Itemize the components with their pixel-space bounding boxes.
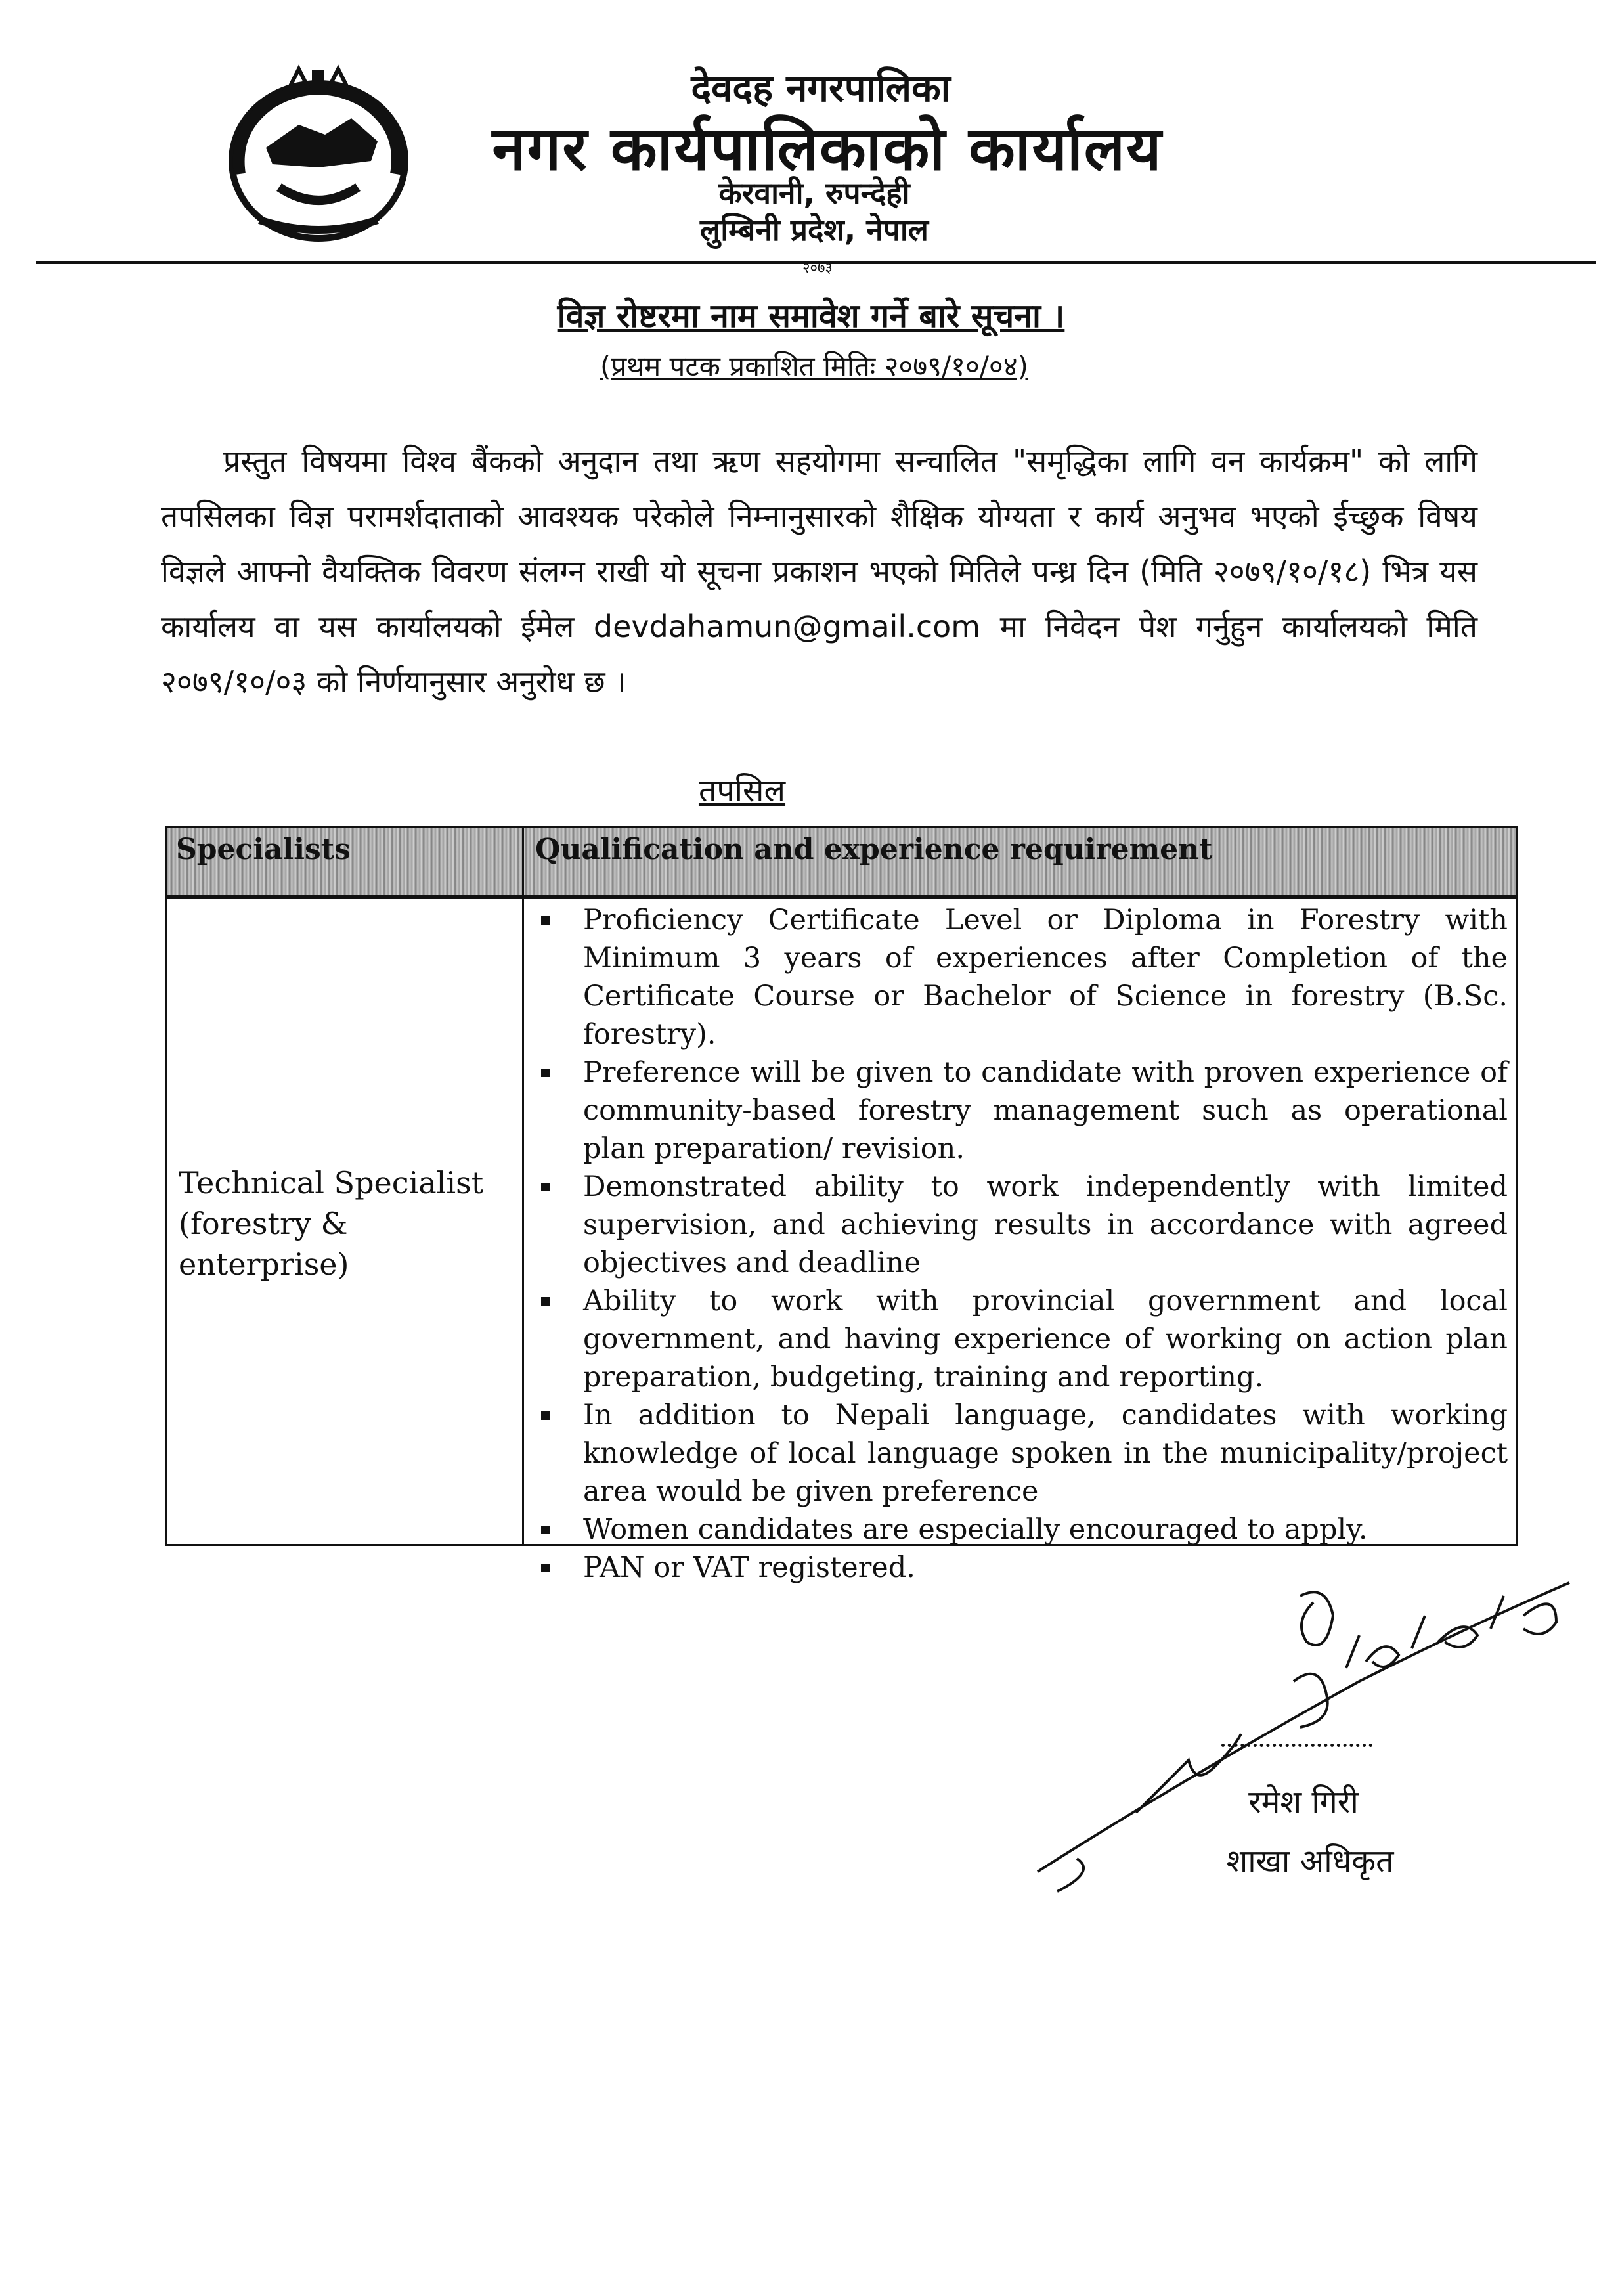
specialist-title: Technical Specialist	[179, 1165, 484, 1201]
specialist-cell	[179, 1162, 514, 1285]
column-header-specialists: Specialists	[176, 833, 351, 866]
list-item: Preference will be given to candidate with proven experience of community-based forestry management such as operational plan preparation/ revision.	[531, 1053, 1508, 1168]
list-item: Proficiency Certificate Level or Diploma in Forestry with Minimum 3 years of experiences after Completion of the Certificate Course or Bachelor of Science in forestry (B.Sc. forestry).	[531, 901, 1508, 1053]
list-item: Demonstrated ability to work independently with limited supervision, and achieving results in accordance with agreed objectives and deadline	[531, 1168, 1508, 1282]
office-name: नगर कार्यपालिकाको कार्यालय	[492, 114, 1163, 184]
table-column-divider	[522, 826, 524, 1546]
list-item: In addition to Nepali language, candidates with working knowledge of local language spoken in the municipality/project area would be given preference	[531, 1396, 1508, 1511]
nepal-emblem-icon	[220, 62, 417, 246]
municipality-emblem	[220, 62, 417, 246]
requirements-list	[531, 901, 1508, 1587]
published-date: (प्रथम पटक प्रकाशित मितिः २०७९/१०/०४)	[600, 350, 1029, 382]
specialist-field: (forestry & enterprise)	[179, 1206, 349, 1282]
stamp-year: २०७३	[802, 260, 833, 276]
signatory-title: शाखा अधिकृत	[1226, 1843, 1394, 1880]
office-province: लुम्बिनी प्रदेश, नेपाल	[700, 212, 929, 248]
office-location: केरवानी, रुपन्देही	[718, 175, 910, 211]
list-item: PAN or VAT registered.	[531, 1549, 1508, 1587]
signature-dotted-line	[1221, 1744, 1372, 1747]
table-header-divider	[165, 897, 1518, 899]
municipality-name: देवदह नगरपालिका	[691, 66, 951, 110]
header-divider	[36, 261, 1596, 264]
table-caption: तपसिल	[698, 772, 786, 809]
list-item: Women candidates are especially encouraged to apply.	[531, 1511, 1508, 1549]
list-item: Ability to work with provincial government and local government, and having experience of working on action plan preparation, budgeting, training and reporting.	[531, 1282, 1508, 1396]
notice-title: विज्ञ रोष्टरमा नाम समावेश गर्ने बारे सूचना ।	[557, 297, 1065, 335]
signatory-name: रमेश गिरी	[1248, 1784, 1359, 1821]
column-header-requirements: Qualification and experience requirement	[535, 833, 1213, 866]
notice-body: प्रस्तुत विषयमा विश्व बैंकको अनुदान तथा ऋण सहयोगमा सन्चालित "समृद्धिका लागि वन कार्यक्रम" को लागि तपसिलका विज्ञ परामर्शदाताको आवश्यक परेकोले निम्नानुसारको शैक्षिक योग्यता र कार्य अनुभव भएको ईच्छुक विषय विज्ञले आफ्नो वैयक्तिक विवरण संलग्न राखी यो सूचना प्रकाशन भएको मितिले पन्ध्र दिन (मिति २०७९/१०/१८) भित्र यस कार्यालय वा यस कार्यालयको ईमेल devdahamun@gmail.com मा निवेदन पेश गर्नुहुन कार्यालयको मिति २०७९/१०/०३ को निर्णयानुसार अनुरोध छ ।	[161, 443, 1477, 699]
